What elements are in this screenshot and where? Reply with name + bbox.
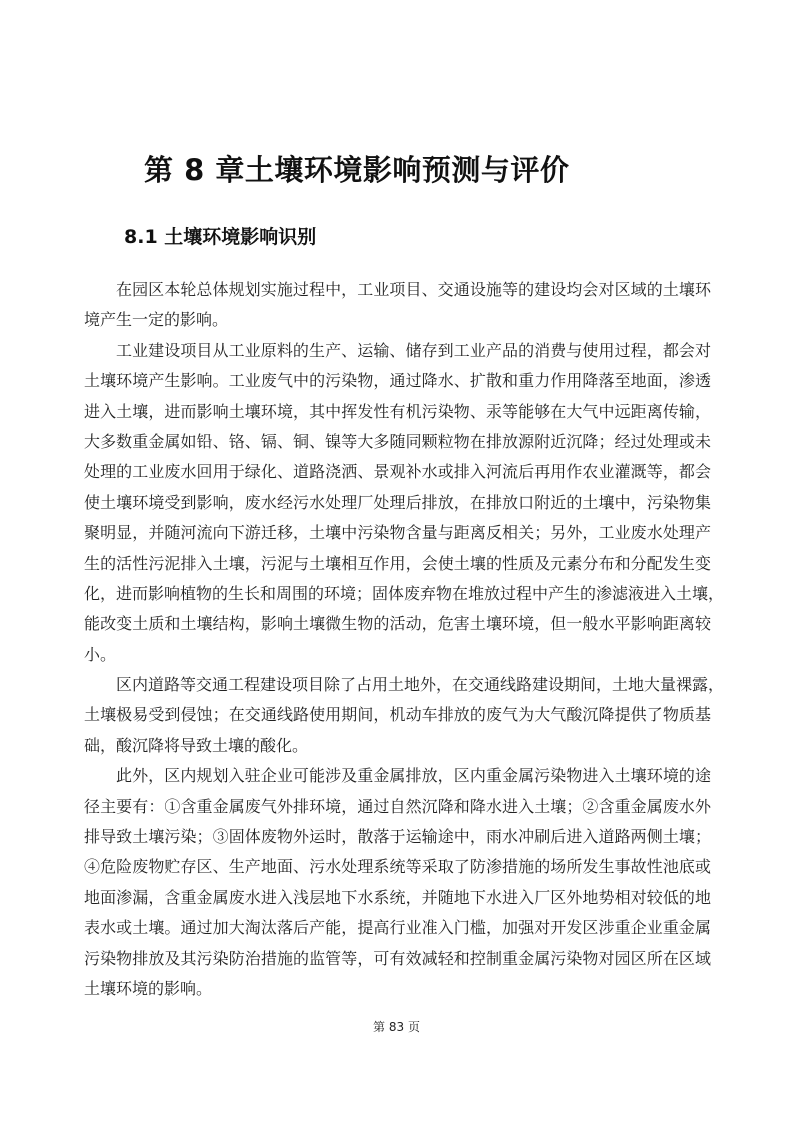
text-line: 在园区本轮总体规划实施过程中，工业项目、交通设施等的建设均会对区域的土壤环: [116, 280, 711, 299]
chapter-title: 第 8 章土壤环境影响预测与评价: [144, 153, 570, 187]
page-number: 第 83 页: [373, 1020, 420, 1034]
text-line: 化，进而影响植物的生长和周围的环境；固体废弃物在堆放过程中产生的渗滤液进入土壤，: [84, 583, 725, 603]
text-line: 聚明显，并随河流向下游迁移，土壤中污染物含量与距离反相关；另外，工业废水处理产: [84, 523, 711, 543]
text-line: 地面渗漏，含重金属废水进入浅层地下水系统，并随地下水进入厂区外地势相对较低的地: [84, 887, 711, 907]
text-line: 大多数重金属如铅、铬、镉、铜、镍等大多随同颗粒物在排放源附近沉降；经过处理或未: [84, 431, 711, 451]
text-line: 径主要有：①含重金属废气外排环境，通过自然沉降和降水进入土壤；②含重金属废水外: [84, 796, 711, 816]
text-line: 能改变土质和土壤结构，影响土壤微生物的活动，危害土壤环境，但一般水平影响距离较: [84, 614, 711, 634]
text-line: 工业建设项目从工业原料的生产、运输、储存到工业产品的消费与使用过程，都会对: [116, 340, 711, 360]
text-line: 使土壤环境受到影响，废水经污水处理厂处理后排放，在排放口附近的土壤中，污染物集: [84, 492, 711, 512]
text-line: 处理的工业废水回用于绿化、道路浇洒、景观补水或排入河流后再用作农业灌溉等，都会: [84, 462, 711, 482]
text-line: 表水或土壤。通过加大淘汰落后产能，提高行业准入门槛，加强对开发区涉重企业重金属: [84, 918, 711, 938]
text-line: 础，酸沉降将导致土壤的酸化。: [84, 735, 309, 755]
paragraph: [84, 336, 725, 670]
text-line: 进入土壤，进而影响土壤环境，其中挥发性有机污染物、汞等能够在大气中远距离传输，: [84, 401, 711, 421]
paragraph: [84, 275, 714, 336]
text-line: 境产生一定的影响。: [84, 310, 229, 330]
text-line: 土壤环境产生影响。工业废气中的污染物，通过降水、扩散和重力作用降落至地面，渗透: [84, 371, 711, 391]
text-line: 区内道路等交通工程建设项目除了占用土地外，在交通线路建设期间，土地大量裸露，: [116, 675, 725, 695]
body-text: [84, 275, 725, 1004]
text-line: 小。: [84, 644, 117, 664]
paragraph: [84, 761, 714, 1004]
text-line: 土壤极易受到侵蚀；在交通线路使用期间，机动车排放的废气为大气酸沉降提供了物质基: [84, 705, 711, 725]
section-title: 8.1 土壤环境影响识别: [124, 226, 317, 248]
paragraph: [84, 670, 725, 761]
text-line: 土壤环境的影响。: [84, 978, 213, 998]
text-line: ④危险废物贮存区、生产地面、污水处理系统等采取了防渗措施的场所发生事故性池底或: [84, 857, 711, 877]
text-line: 生的活性污泥排入土壤，污泥与土壤相互作用，会使土壤的性质及元素分布和分配发生变: [84, 553, 711, 573]
text-line: 此外，区内规划入驻企业可能涉及重金属排放，区内重金属污染物进入土壤环境的途: [116, 766, 711, 786]
text-line: 污染物排放及其污染防治措施的监管等，可有效减轻和控制重金属污染物对园区所在区域: [84, 948, 711, 968]
text-line: 排导致土壤污染；③固体废物外运时，散落于运输途中，雨水冲刷后进入道路两侧土壤；: [84, 827, 711, 847]
